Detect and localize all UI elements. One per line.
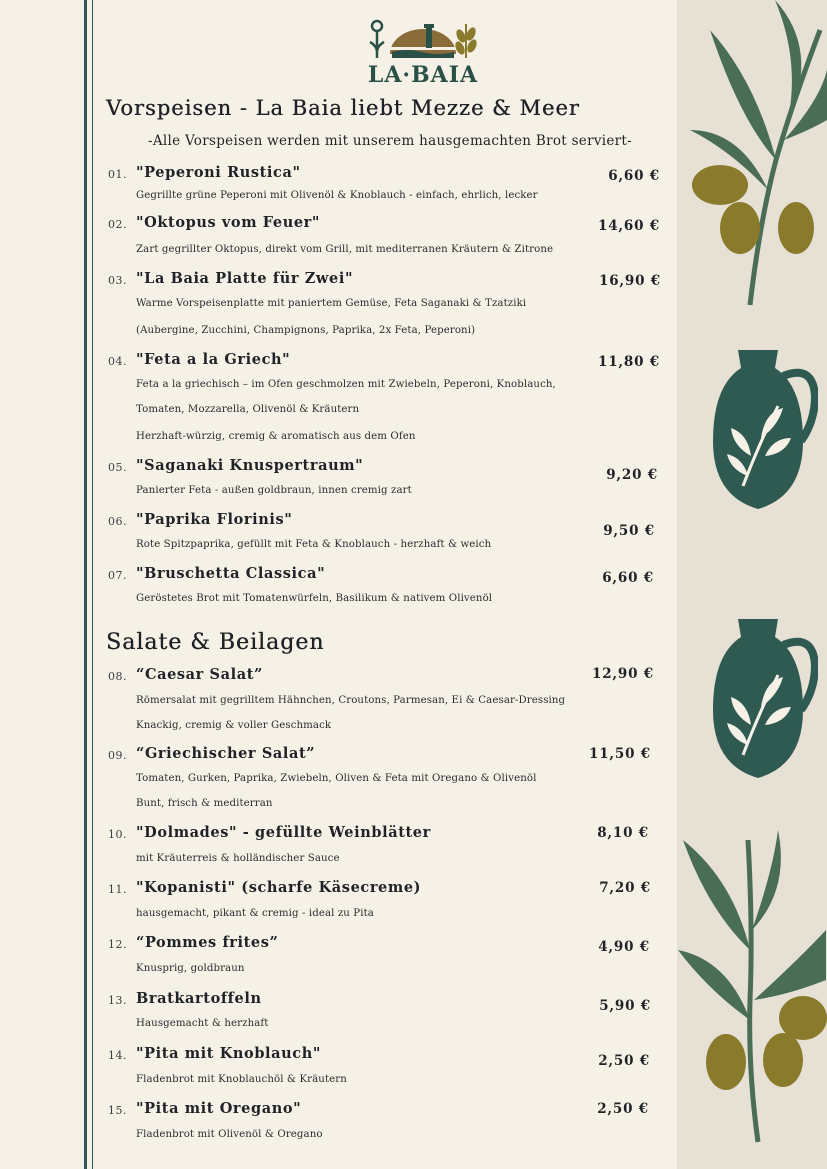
item-number: 05. — [108, 461, 127, 474]
item-number: 02. — [108, 218, 127, 231]
item-description: Fladenbrot mit Knoblauchöl & Kräutern — [136, 1074, 347, 1085]
item-description: Zart gegrillter Oktopus, direkt vom Grill, mit mediterranen Kräutern & Zitrone — [136, 244, 554, 255]
item-name: "Oktopus vom Feuer" — [136, 214, 321, 231]
item-number: 08. — [108, 670, 127, 683]
item-description: Tomaten, Gurken, Paprika, Zwiebeln, Oliven & Feta mit Oregano & Olivenöl — [136, 773, 537, 784]
item-name: “Caesar Salat” — [136, 666, 263, 683]
item-name: "Saganaki Knuspertraum" — [136, 457, 364, 474]
item-description: Knusprig, goldbraun — [136, 963, 245, 974]
item-description: Knackig, cremig & voller Geschmack — [136, 720, 332, 731]
item-description: Warme Vorspeisenplatte mit paniertem Gemüse, Feta Saganaki & Tzatziki — [136, 298, 527, 309]
item-number: 10. — [108, 828, 127, 841]
amphora-icon — [703, 346, 818, 511]
item-number: 06. — [108, 515, 127, 528]
item-number: 14. — [108, 1049, 127, 1062]
vertical-rule-thin — [92, 0, 93, 1169]
amphora-icon — [703, 615, 818, 780]
item-price: 2,50 € — [598, 1053, 650, 1069]
item-name: “Pommes frites” — [136, 934, 279, 951]
item-number: 11. — [108, 883, 127, 896]
item-name: "Pita mit Oregano" — [136, 1100, 302, 1117]
item-name: “Griechischer Salat” — [136, 745, 316, 762]
item-price: 16,90 € — [599, 273, 661, 289]
item-description: Panierter Feta - außen goldbraun, innen cremig zart — [136, 485, 412, 496]
item-price: 12,90 € — [592, 666, 654, 682]
item-number: 09. — [108, 749, 127, 762]
item-price: 2,50 € — [597, 1101, 649, 1117]
item-description: hausgemacht, pikant & cremig - ideal zu Pita — [136, 908, 374, 919]
olive-branch-icon — [680, 0, 827, 310]
item-description: Hausgemacht & herzhaft — [136, 1018, 269, 1029]
item-name: "Pita mit Knoblauch" — [136, 1045, 322, 1062]
item-price: 6,60 € — [602, 570, 654, 586]
item-number: 15. — [108, 1104, 127, 1117]
item-number: 01. — [108, 168, 127, 181]
item-number: 12. — [108, 938, 127, 951]
item-description: Bunt, frisch & mediterran — [136, 798, 273, 809]
item-number: 13. — [108, 994, 127, 1007]
logo-text: LA·BAIA — [367, 62, 479, 88]
item-price: 11,80 € — [598, 354, 660, 370]
item-name: "Feta a la Griech" — [136, 351, 291, 368]
item-price: 14,60 € — [598, 218, 660, 234]
item-description: Tomaten, Mozzarella, Olivenöl & Kräutern — [136, 404, 360, 415]
item-number: 07. — [108, 569, 127, 582]
item-name: "Paprika Florinis" — [136, 511, 293, 528]
item-description: mit Kräuterreis & holländischer Sauce — [136, 853, 340, 864]
item-description: Fladenbrot mit Olivenöl & Oregano — [136, 1129, 323, 1140]
item-description: Gegrillte grüne Peperoni mit Olivenöl & Knoblauch - einfach, ehrlich, lecker — [136, 190, 538, 201]
item-price: 9,50 € — [603, 523, 655, 539]
vertical-rule — [84, 0, 87, 1169]
item-price: 8,10 € — [597, 825, 649, 841]
item-description: (Aubergine, Zucchini, Champignons, Paprika, 2x Feta, Peperoni) — [136, 325, 476, 336]
item-description: Römersalat mit gegrilltem Hähnchen, Croutons, Parmesan, Ei & Caesar-Dressing — [136, 695, 566, 706]
item-description: Feta a la griechisch – im Ofen geschmolzen mit Zwiebeln, Peperoni, Knoblauch, — [136, 379, 556, 390]
section-title-vorspeisen: Vorspeisen - La Baia liebt Mezze & Meer — [106, 96, 580, 120]
item-name: "Peperoni Rustica" — [136, 164, 301, 181]
item-description: Rote Spitzpaprika, gefüllt mit Feta & Knoblauch - herzhaft & weich — [136, 539, 492, 550]
item-name: "Kopanisti" (scharfe Käsecreme) — [136, 879, 422, 896]
item-price: 9,20 € — [606, 467, 658, 483]
item-number: 04. — [108, 355, 127, 368]
item-price: 6,60 € — [608, 168, 660, 184]
item-price: 4,90 € — [598, 939, 650, 955]
item-name: "Dolmades" - gefüllte Weinblätter — [136, 824, 431, 841]
item-name: "La Baia Platte für Zwei" — [136, 270, 354, 287]
olive-branch-icon — [678, 830, 827, 1145]
section-subtitle-vorspeisen: -Alle Vorspeisen werden mit unserem hausgemachten Brot serviert- — [147, 133, 633, 149]
item-description: Herzhaft-würzig, cremig & aromatisch aus dem Ofen — [136, 431, 416, 442]
section-title-salate: Salate & Beilagen — [106, 630, 325, 655]
item-name: Bratkartoffeln — [136, 990, 262, 1007]
item-price: 5,90 € — [599, 998, 651, 1014]
item-price: 7,20 € — [599, 880, 651, 896]
item-description: Geröstetes Brot mit Tomatenwürfeln, Basilikum & nativem Olivenöl — [136, 593, 493, 604]
item-name: "Bruschetta Classica" — [136, 565, 326, 582]
item-price: 11,50 € — [589, 746, 651, 762]
item-number: 03. — [108, 274, 127, 287]
